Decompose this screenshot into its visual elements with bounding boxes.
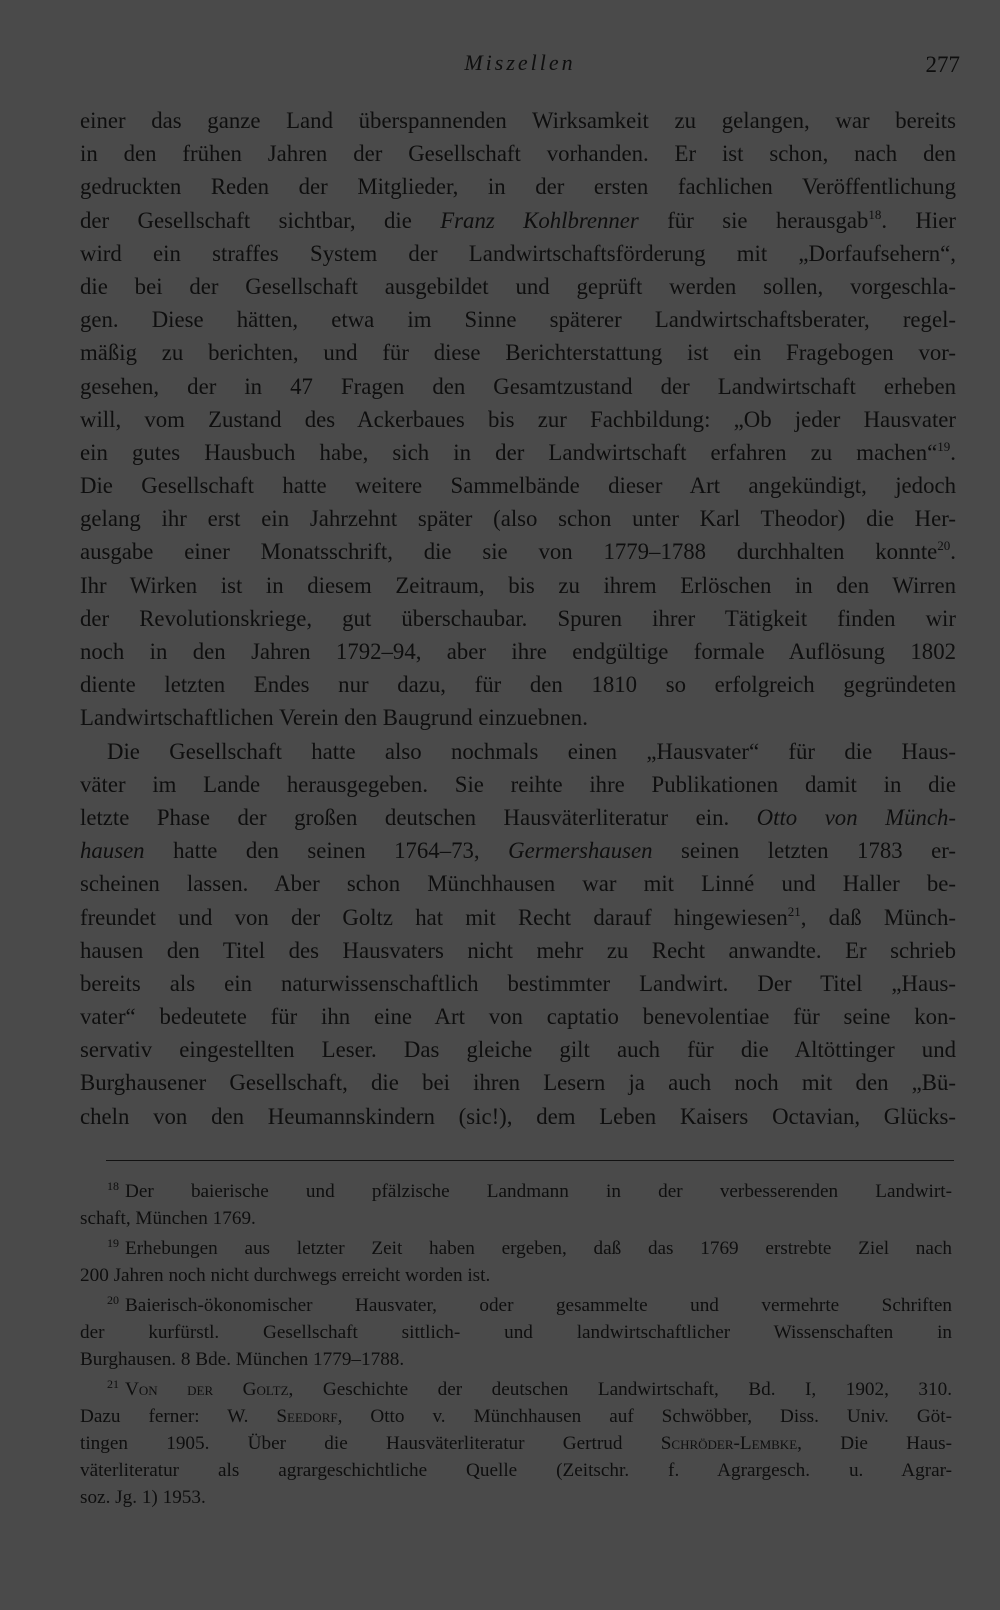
author-name: Otto von Münch- [756,804,956,830]
body-line: einer das ganze Land überspannenden Wirksamkeit zu gelangen, war bereits [80,108,956,133]
body-line: Ihr Wirken ist in diesem Zeitraum, bis zu ihrem Erlöschen in den Wirren [80,572,956,598]
body-line: noch in den Jahren 1792–94, aber ihre endgültige formale Auflösung 1802 [80,639,956,664]
footnote-21: $^{21}$ Von der Goltz, Geschichte der deutschen Landwirtschaft, Bd. I, 1902, 310. [107,1377,952,1400]
body-line: ein gutes Hausbuch habe, sich in der Landwirtschaft erfahren zu machen“$^{19}$. [80,438,956,465]
footnote-line: tingen 1905. Über die Hausväterliteratur Gertrud Schröder-Lembke, Die Haus- [80,1433,953,1454]
body-text [80,104,956,1133]
footnote-line: soz. Jg. 1) 1953. [80,1487,206,1508]
body-line: cheln von den Heumannskindern (sic!), dem Leben Kaisers Octavian, Glücks- [80,1103,956,1129]
body-line: servativ eingestellten Leser. Das gleiche gilt auch für die Altöttinger und [80,1037,956,1063]
body-line: freundet und von der Goltz hat mit Recht darauf hingewiesen$^{21}$, daß Münch- [80,903,956,930]
footnote-18: $^{18}$ Der baierische und pfälzische Landmann in der verbesserenden Landwirt- [107,1179,952,1202]
author-name: Von der Goltz [125,1379,289,1400]
footnote-number: 21 [107,1377,119,1391]
body-line: wird ein straffes System der Landwirtschaftsförderung mit „Dorfaufsehern“, [80,240,956,266]
body-line: die bei der Gesellschaft ausgebildet und geprüft werden sollen, vorgeschla- [80,273,956,299]
page-number: 277 [925,52,960,77]
body-line: gelang ihr erst ein Jahrzehnt später (also schon unter Karl Theodor) die Her- [80,506,956,532]
body-line: bereits als ein naturwissenschaftlich bestimmter Landwirt. Der Titel „Haus- [80,970,956,996]
footnote-ref[interactable]: 20 [937,538,951,554]
footnote-line: 200 Jahren noch nicht durchwegs erreicht worden ist. [80,1265,491,1286]
footnotes [80,1178,952,1511]
footnote-number: 19 [107,1236,119,1250]
body-line: letzte Phase der großen deutschen Hausväterliteratur ein. Otto von Münch- [80,804,956,830]
author-name: Schröder-Lembke [660,1433,798,1454]
author-name: Franz Kohlbrenner [440,207,639,233]
body-line: hausen den Titel des Hausvaters nicht mehr zu Recht anwandte. Er schrieb [80,937,956,963]
body-line: Die Gesellschaft hatte weitere Sammelbände dieser Art angekündigt, jedoch [80,473,956,499]
body-line: gedruckten Reden der Mitglieder, in der ersten fachlichen Veröffentlichung [80,174,956,200]
body-line: mäßig zu berichten, und für diese Berichterstattung ist ein Fragebogen vor- [80,340,956,366]
body-line: Burghausener Gesellschaft, die bei ihren Lesern ja auch noch mit den „Bü- [80,1070,956,1096]
body-line: Landwirtschaftlichen Verein den Baugrund einzuebnen. [80,705,588,731]
footnote-line: väterliteratur als agrargeschichtliche Quelle (Zeitschr. f. Agrargesch. u. Agrar- [80,1460,952,1481]
footnote-ref[interactable]: 18 [868,206,882,222]
footnote-19: $^{19}$ Erhebungen aus letzter Zeit haben ergeben, daß das 1769 erstrebte Ziel nach [107,1236,952,1259]
body-line: will, vom Zustand des Ackerbaues bis zur Fachbildung: „Ob jeder Hausvater [80,406,956,432]
author-name: Germershausen [508,838,653,864]
footnote-line: Burghausen. 8 Bde. München 1779–1788. [80,1349,405,1370]
body-line: vater“ bedeutete für ihn eine Art von captatio benevolentiae für seine kon- [80,1004,956,1030]
body-line: der Revolutionskriege, gut überschaubar. Spuren ihrer Tätigkeit finden wir [80,605,956,631]
body-line: ausgabe einer Monatsschrift, die sie von 1779–1788 durchhalten konnte$^{20}$. [80,538,956,565]
footnote-ref[interactable]: 19 [937,438,951,454]
body-line: in den frühen Jahren der Gesellschaft vorhanden. Er ist schon, nach den [80,141,956,167]
body-line: hausen hatte den seinen 1764–73, Germershausen seinen letzten 1783 er- [80,838,956,864]
footnote-number: 20 [107,1293,119,1307]
author-name: hausen [80,838,145,864]
running-title: Miszellen [464,50,576,75]
body-line: gen. Diese hätten, etwa im Sinne späterer Landwirtschaftsberater, regel- [80,307,956,333]
body-line: Die Gesellschaft hatte also nochmals einen „Hausvater“ für die Haus- [107,738,956,764]
page-header [80,48,960,82]
body-line: der Gesellschaft sichtbar, die Franz Kohlbrenner für sie herausgab$^{18}$. Hier [80,206,956,233]
author-name: Seedorf [276,1406,338,1427]
footnote-separator [106,1160,954,1161]
footnote-20: $^{20}$ Baierisch-ökonomischer Hausvater, oder gesammelte und vermehrte Schriften [107,1293,952,1316]
footnote-ref[interactable]: 21 [787,903,801,919]
footnote-line: schaft, München 1769. [80,1208,256,1229]
body-line: diente letzten Endes nur dazu, für den 1810 so erfolgreich gegründeten [80,672,956,698]
body-line: väter im Lande herausgegeben. Sie reihte ihre Publikationen damit in die [80,771,956,797]
body-line: gesehen, der in 47 Fragen den Gesamtzustand der Landwirtschaft erheben [80,373,956,399]
footnote-line: Dazu ferner: W. Seedorf, Otto v. Münchhausen auf Schwöbber, Diss. Univ. Göt- [80,1406,952,1427]
body-line: scheinen lassen. Aber schon Münchhausen war mit Linné und Haller be- [80,871,956,897]
footnote-number: 18 [107,1179,119,1193]
footnote-line: der kurfürstl. Gesellschaft sittlich- und landwirtschaftlicher Wissenschaften in [80,1322,952,1343]
